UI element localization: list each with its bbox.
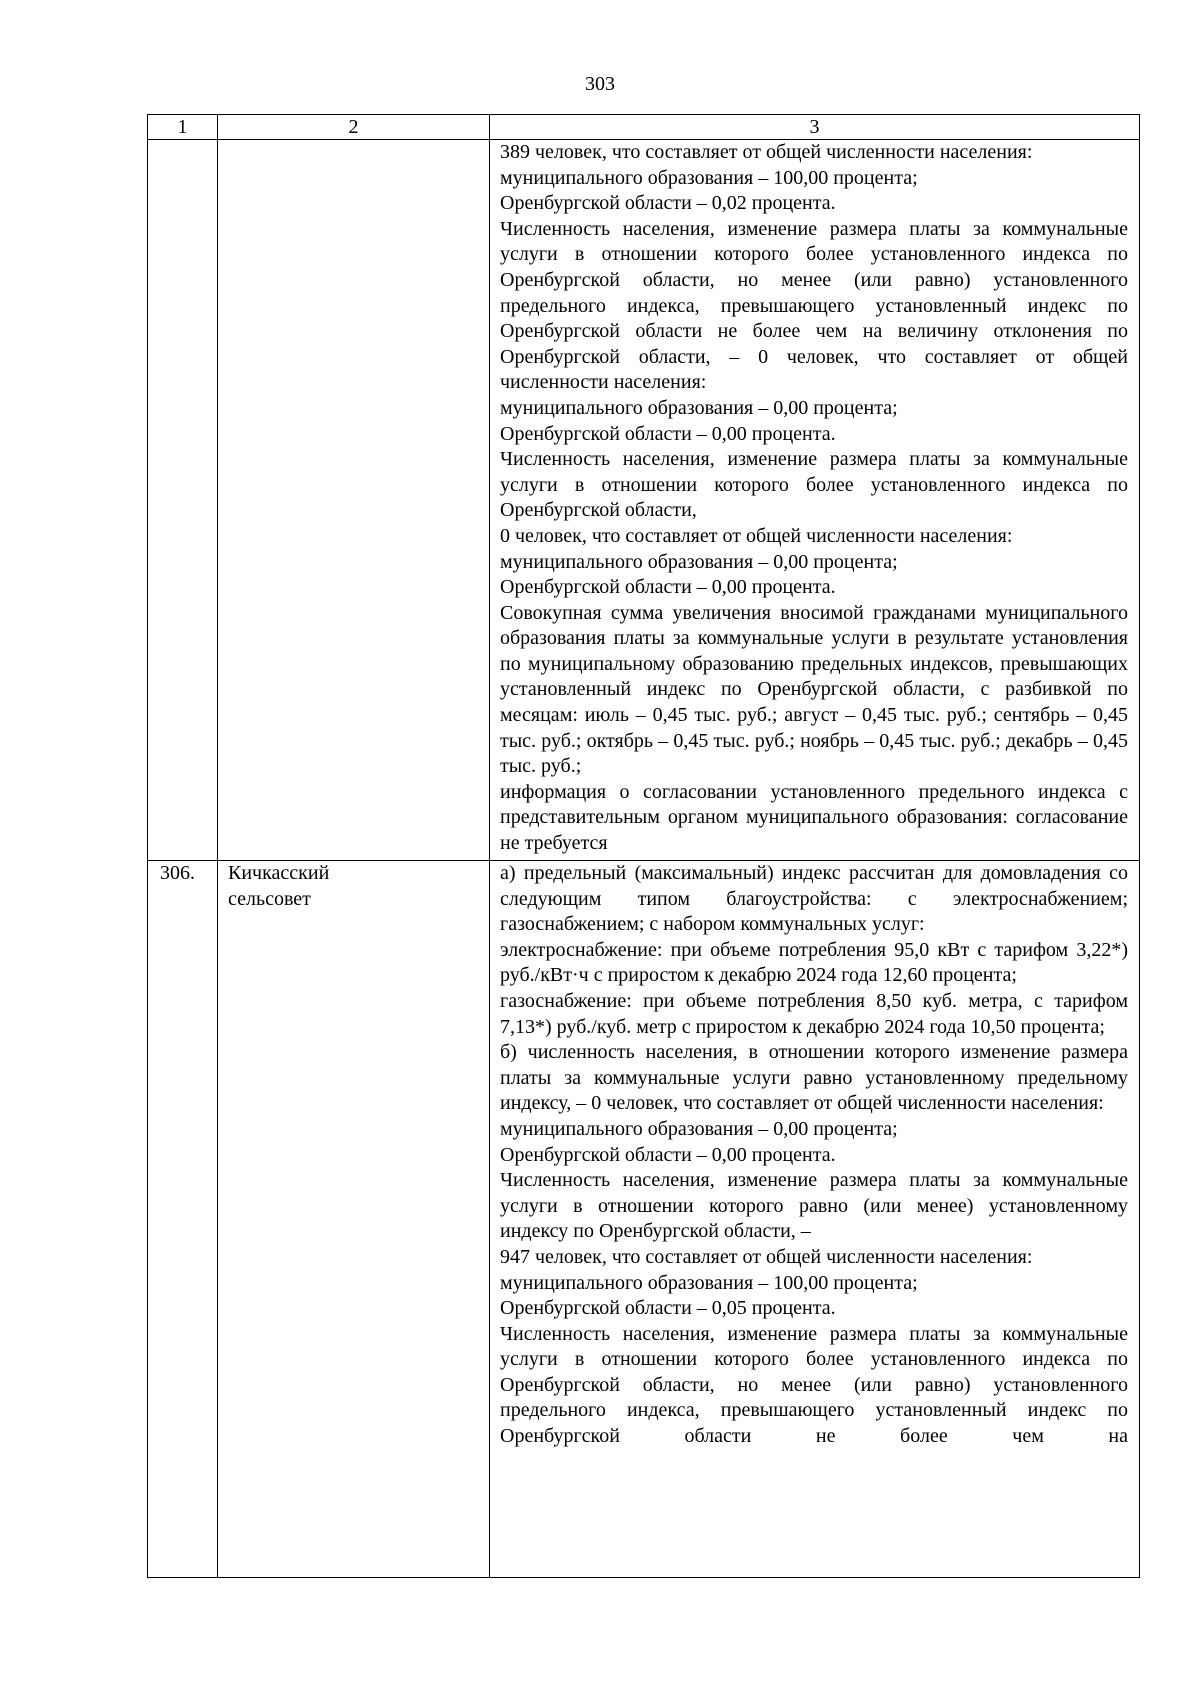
paragraph: а) предельный (максимальный) индекс рассчитан для домовладения со следующим типом благоустройства: с электроснабжением; газоснабжением; с набором коммунальных услуг:: [500, 862, 1128, 936]
paragraph: 947 человек, что составляет от общей численности населения:: [500, 1245, 1033, 1268]
paragraph: 0 человек, что составляет от общей численности населения:: [500, 524, 1013, 547]
paragraph: муниципального образования – 100,00 процента;: [500, 166, 918, 189]
paragraph: 389 человек, что составляет от общей численности населения:: [500, 141, 1033, 163]
paragraph: Оренбургской области – 0,02 процента.: [500, 192, 836, 215]
column-header-1: 1: [148, 115, 218, 140]
paragraph: Совокупная сумма увеличения вносимой гражданами муниципального образования платы за коммунальные услуги в результате установления по муниципальному образованию предельных индексов, превышающих установленный индекс по Оренбургской области, с разбивкой по месяцам: июль – 0,45 тыс. руб.; август – 0,45 тыс. руб.; сентябрь – 0,45 тыс. руб.; октябрь – 0,45 тыс. руб.; ноябрь – 0,45 тыс. руб.; декабрь – 0,45 тыс. руб.;: [500, 601, 1128, 778]
paragraph: Численность населения, изменение размера платы за коммунальные услуги в отношении которого более установленного индекса по Оренбургской области, но менее (или равно) установленного предельного индекса, превышающего установленный индекс по Оренбургской области не более чем на величину отклонения по Оренбургской области, – 0 человек, что составляет от общей численности населения:: [500, 217, 1128, 394]
paragraph: Оренбургской области – 0,00 процента.: [500, 576, 836, 599]
table-header-row: [148, 115, 1140, 140]
paragraph: Оренбургской области – 0,00 процента.: [500, 1143, 836, 1166]
row-number-cell: [148, 140, 218, 861]
municipality-name-cell: [218, 140, 490, 861]
paragraph: муниципального образования – 0,00 процента;: [500, 550, 898, 573]
paragraph: муниципального образования – 100,00 процента;: [500, 1271, 918, 1294]
paragraph: Численность населения, изменение размера платы за коммунальные услуги в отношении которого равно (или менее) установленному индексу по Оренбургской области, –: [500, 1169, 1128, 1243]
paragraph: Численность населения, изменение размера платы за коммунальные услуги в отношении которого более установленного индекса по Оренбургской области,: [500, 448, 1128, 522]
column-header-2: 2: [218, 115, 490, 140]
paragraph: газоснабжение: при объеме потребления 8,50 куб. метра, с тарифом 7,13*) руб./куб. метр с приростом к декабрю 2024 года 10,50 процента;: [500, 989, 1128, 1038]
data-table: [147, 114, 1140, 1578]
paragraph: Оренбургской области – 0,05 процента.: [500, 1297, 836, 1320]
municipality-name-line: сельсовет: [228, 887, 311, 910]
description-paragraphs: [500, 140, 1128, 857]
paragraph: муниципального образования – 0,00 процента;: [500, 1117, 898, 1140]
column-header-3: 3: [490, 115, 1140, 140]
table-row: [148, 140, 1140, 861]
paragraph: информация о согласовании установленного предельного индекса с представительным органом муниципального образования: согласование не требуется: [500, 780, 1128, 855]
paragraph: Численность населения, изменение размера платы за коммунальные услуги в отношении которого более установленного индекса по Оренбургской области, но менее (или равно) установленного предельного индекса, превышающего установленный индекс по Оренбургской области не более чем на: [500, 1322, 1128, 1448]
paragraph: Оренбургской области – 0,00 процента.: [500, 422, 836, 445]
row-number-cell: 306.: [148, 861, 218, 1578]
paragraph: б) численность населения, в отношении которого изменение размера платы за коммунальные услуги равно установленному предельному индексу, – 0 человек, что составляет от общей численности населения:: [500, 1041, 1128, 1115]
description-cell: [490, 861, 1140, 1578]
description-paragraphs: [500, 861, 1128, 1450]
municipality-name-cell: [218, 861, 490, 1578]
paragraph: муниципального образования – 0,00 процента;: [500, 396, 898, 419]
table-row: [148, 861, 1140, 1578]
municipality-name-line: Кичкасский: [228, 862, 330, 884]
description-cell: [490, 140, 1140, 861]
page-number: 303: [585, 73, 615, 95]
paragraph: электроснабжение: при объеме потребления 95,0 кВт с тарифом 3,22*) руб./кВт·ч с приростом к декабрю 2024 года 12,60 процента;: [500, 938, 1128, 987]
